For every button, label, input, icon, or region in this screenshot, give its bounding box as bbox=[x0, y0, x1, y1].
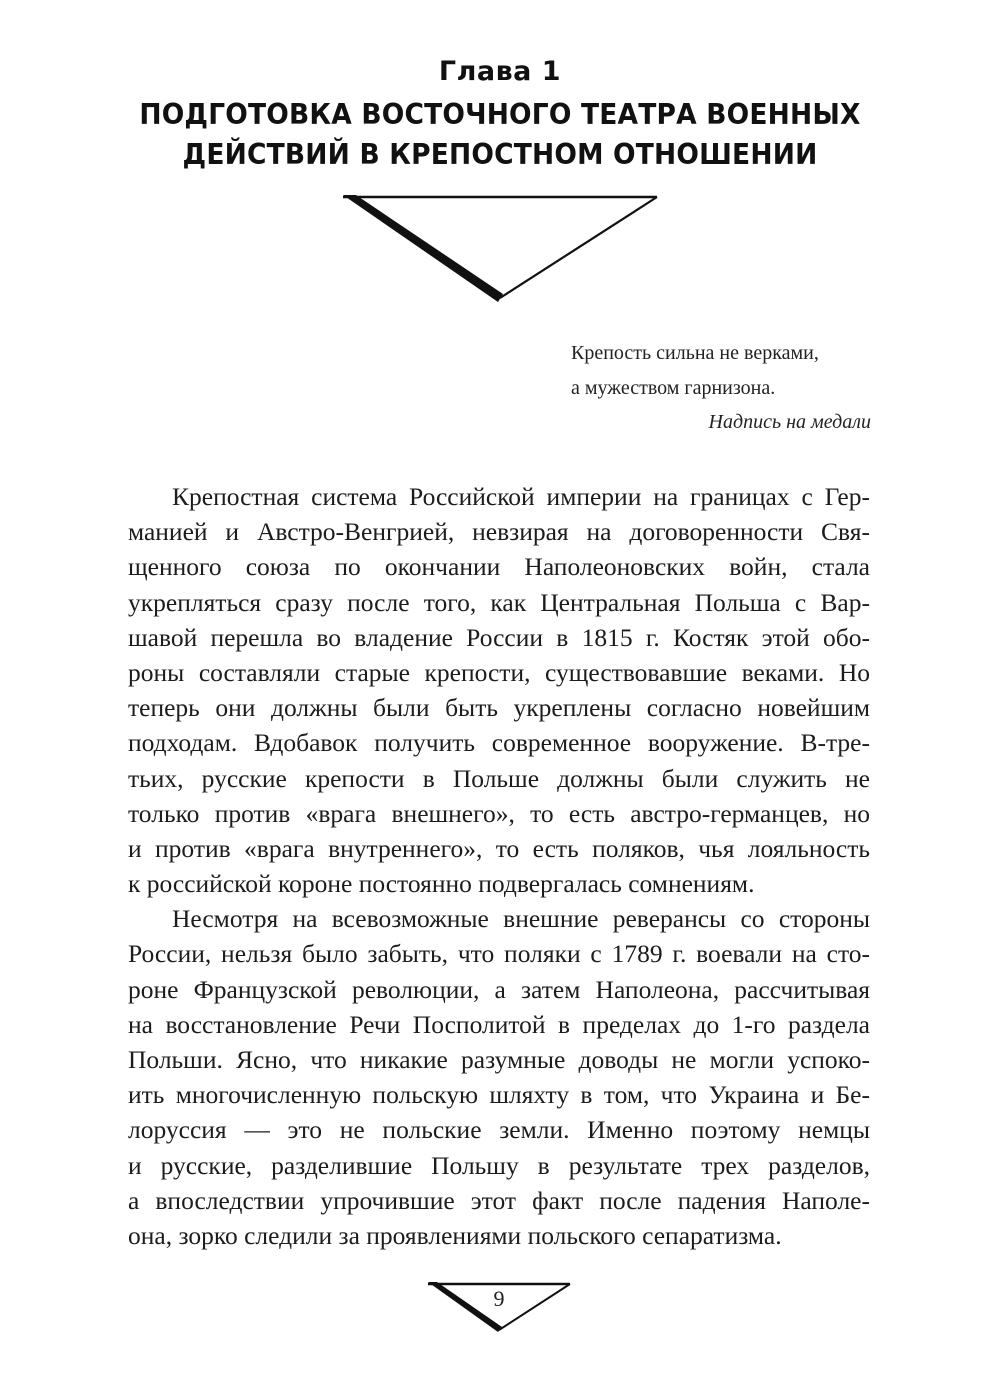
text-line: и против «врага внутреннего», то есть поляков, чья лояльность bbox=[128, 833, 870, 863]
body-text bbox=[128, 479, 870, 1253]
text-line: лоруссия — это не польские земли. Именно поэтому немцы bbox=[128, 1115, 870, 1145]
inverted-triangle-ornament-icon bbox=[340, 190, 660, 305]
text-line: манией и Австро-Венгрией, невзирая на договоренности Свя- bbox=[128, 517, 870, 547]
text-line: к российской короне постоянно подвергалась сомнениям. bbox=[128, 869, 755, 899]
text-line: шавой перешла во владение России в 1815 г. Костяк этой обо- bbox=[128, 622, 870, 652]
epigraph bbox=[571, 336, 871, 440]
text-line: укрепляться сразу после того, как Центральная Польша с Вар- bbox=[128, 587, 870, 617]
epigraph-line: а мужеством гарнизона. bbox=[571, 376, 776, 399]
text-line: щенного союза по окончании Наполеоновских войн, стала bbox=[128, 552, 870, 582]
text-line: а впоследствии упрочившие этот факт после падения Наполе- bbox=[128, 1185, 870, 1215]
chapter-label: Глава 1 bbox=[438, 56, 562, 87]
chapter-title-line: ПОДГОТОВКА ВОСТОЧНОГО ТЕАТРА ВОЕННЫХ bbox=[139, 98, 861, 131]
text-line: Польши. Ясно, что никакие разумные доводы не могли успоко- bbox=[128, 1045, 870, 1074]
text-line: только против «врага внешнего», то есть австро-германцев, но bbox=[128, 798, 870, 828]
page-number: 9 bbox=[493, 1286, 505, 1311]
text-line: теперь они должны были быть укреплены согласно новейшим bbox=[128, 693, 870, 723]
epigraph-line: Крепость сильна не верками, bbox=[571, 342, 819, 364]
text-line: Несмотря на всевозможные внешние реверансы со стороны bbox=[172, 904, 870, 934]
text-line: подходам. Вдобавок получить современное вооружение. В-тре- bbox=[128, 728, 870, 758]
chapter-title bbox=[0, 95, 989, 175]
epigraph-source: Надпись на медали bbox=[708, 411, 871, 433]
text-line: роны составляли старые крепости, существовавшие веками. Но bbox=[128, 657, 870, 687]
text-line: роне Французской революции, а затем Наполеона, рассчитывая bbox=[128, 974, 870, 1004]
paragraph bbox=[128, 479, 870, 901]
paragraph bbox=[128, 901, 870, 1253]
text-line: России, нельзя было забыть, что поляки с 1789 г. воевали на сто- bbox=[128, 939, 870, 969]
text-line: Крепостная система Российской империи на границах с Гер- bbox=[172, 482, 870, 511]
text-line: ить многочисленную польскую шляхту в том, что Украина и Бе- bbox=[128, 1080, 870, 1110]
text-line: на восстановление Речи Посполитой в пределах до 1-го раздела bbox=[128, 1009, 870, 1039]
text-line: и русские, разделившие Польшу в результате трех разделов, bbox=[128, 1150, 870, 1180]
text-line: тьих, русские крепости в Польше должны были служить не bbox=[128, 763, 870, 793]
text-line: она, зорко следили за проявлениями польского сепаратизма. bbox=[128, 1220, 782, 1250]
chapter-title-line: ДЕЙСТВИЙ В КРЕПОСТНОМ ОТНОШЕНИИ bbox=[182, 138, 818, 171]
